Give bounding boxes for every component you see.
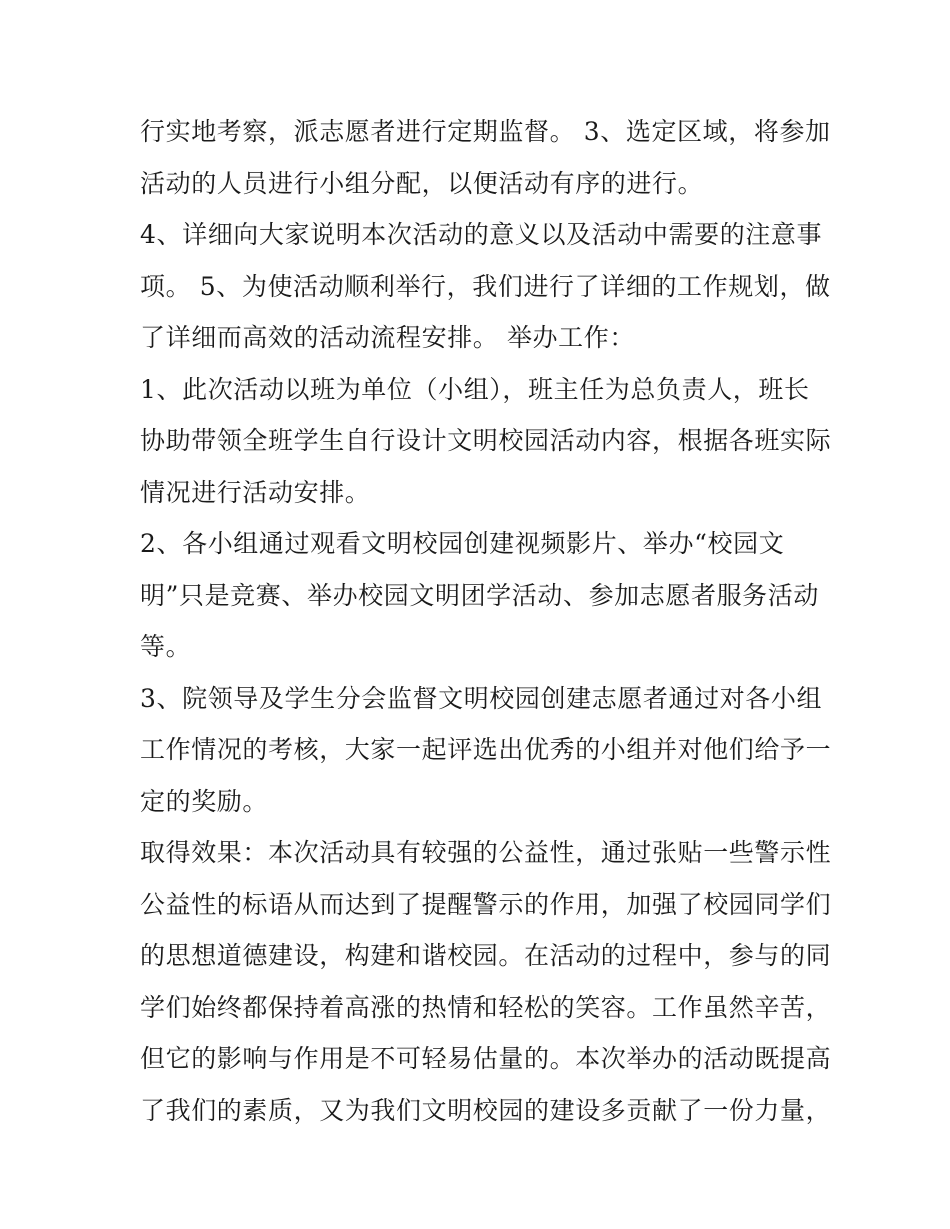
- text-line: 行实地考察，派志愿者进行定期监督。 3、选定区域，将参加: [140, 117, 831, 146]
- text-line: 等。: [140, 632, 192, 661]
- text-line: 3、院领导及学生分会监督文明校园创建志愿者通过对各小组: [140, 683, 823, 713]
- text-line: 2、各小组通过观看文明校园创建视频影片、举办“校园文: [140, 529, 785, 558]
- text-line: 公益性的标语从而达到了提醒警示的作用，加强了校园同学们: [140, 889, 832, 919]
- body-text: [140, 106, 832, 1136]
- text-line: 但它的影响与作用是不可轻易估量的。本次举办的活动既提高: [140, 1044, 832, 1073]
- text-line: 学们始终都保持着高涨的热情和轻松的笑容。工作虽然辛苦，: [140, 992, 832, 1022]
- text-line: 项。 5、为使活动顺利举行，我们进行了详细的工作规划，做: [140, 271, 831, 301]
- text-line: 了详细而高效的活动流程安排。 举办工作：: [140, 323, 635, 352]
- text-line: 了我们的素质，又为我们文明校园的建设多贡献了一份力量，: [140, 1095, 832, 1125]
- text-line: 明”只是竞赛、举办校园文明团学活动、参加志愿者服务活动: [140, 580, 819, 610]
- text-line: 定的奖励。: [140, 786, 269, 816]
- text-line: 1、此次活动以班为单位（小组），班主任为总负责人，班长: [140, 374, 810, 404]
- text-line: 情况进行活动安排。: [140, 477, 371, 507]
- text-line: 取得效果：本次活动具有较强的公益性，通过张贴一些警示性: [140, 838, 832, 867]
- text-line: 协助带领全班学生自行设计文明校园活动内容，根据各班实际: [140, 426, 832, 455]
- text-line: 工作情况的考核，大家一起评选出优秀的小组并对他们给予一: [140, 735, 832, 764]
- text-line: 4、详细向大家说明本次活动的意义以及活动中需要的注意事: [140, 220, 823, 249]
- text-line: 活动的人员进行小组分配，以便活动有序的进行。: [140, 168, 704, 198]
- text-line: 的思想道德建设，构建和谐校园。在活动的过程中，参与的同: [140, 941, 832, 970]
